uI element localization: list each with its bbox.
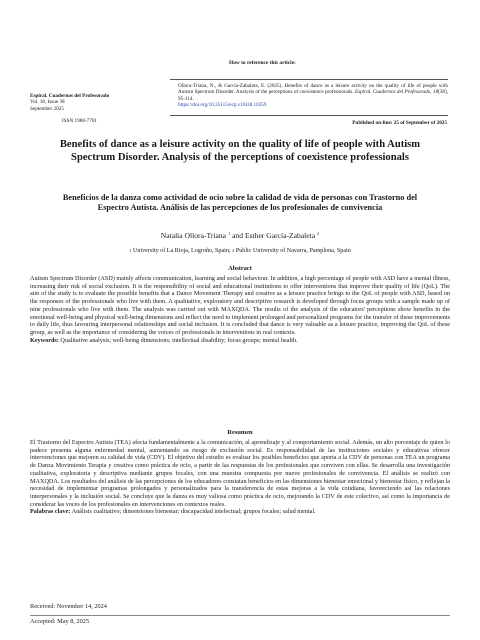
resumen-body: El Trastorno del Espectro Autista (TEA) afecta fundamentalmente a la comunicación, al aprendizaje y al comportamiento social. Además, un alto porcentaje de quien lo padece presenta alguna enfermedad mental, aumentando su riesgo de exclusión social. Es responsabilidad de las instituciones sociales y educativas ofrecer intervenciones que mejoren su calidad de vida (CDV). El objetivo del estudio es evaluar los posibles beneficios que aporta a la CDV de personas con TEA un programa de Danza Movimiento Terapia y creativa como práctica de ocio, a partir de las respuestas de los profesionales que conviven con ellas. Se desarrolla una investigación cualitativa, exploratoria y descriptiva mediante grupos focales, con una muestra compuesta por nueve profesionales de convivencia. El análisis se realizó con MAXQDA. Los resultados del análisis de las percepciones de los educadores constatan beneficios en las dimensiones bienestar emocional y bienestar físico, y reflejan la necesidad de implementar programas prolongados y personalizados para la transferencia de estas mejoras a la vida cotidiana, favoreciendo así las relaciones interpersonales y la inclusión social. Se concluye que la danza es muy valiosa como práctica de ocio, mejorando la CDV de este colectivo, así como la importancia de considerar las voces de los profesionales en intervenciones en contextos reales. [30,439,450,508]
citation-text [178,83,448,102]
citation-box [170,79,448,116]
affiliation-2: Public University of Navarra, Pamplona, Spain [235,248,351,254]
dates-divider [30,615,450,616]
abstract-body: Autism Spectrum Disorder (ASD) mainly affects communication, learning and social behaviour. In addition, a high percentage of people with ASD have a mental illness, increasing their risk of social exclusion. It is the responsibility of social and educational institutions to offer interventions that improve their quality of life (QoL). The aim of the study is to evaluate the possible benefits that a Dance Movement Therapy and creative as a leisure practice brings to the QoL of people with ASD, based on the responses of the professionals who live with them. A qualitative, exploratory and descriptive research is developed through focus groups with a sample made up of nine professionals who live with them. The analysis was carried out with MAXQDA. The results of the analysis of the educators' perceptions show benefits in the emotional well-being and physical well-being dimensions and reflect the need to implement prolonged and personalized programs for the transfer of these improvements to daily life, thus favouring interpersonal relationships and social inclusion. It is concluded that dance is very valuable as a leisure practice, improving the QoL of these group, as well as the importance of considering the voices of professionals in interventions in real contexts. [30,275,450,336]
citation-plain: Ollora-Triana, N., & García-Zabaleta, E. (2025). Benefits of dance as a leisure activity on the quality of life of people with Autism Spectrum Disorder. Analysis of the perceptions of coexistence professionals. [178,83,448,96]
received-date: Received: November 14, 2024 [30,603,107,610]
journal-info [30,93,150,112]
affiliation-1: University of La Rioja, Logroño, Spain; [132,248,231,254]
citation-volume: 18 [432,89,439,96]
abstract-section [30,275,450,344]
article-title-english: Benefits of dance as a leisure activity on the quality of life of people with Autism Spectrum Disorder. Analysis of the perceptions of coexistence professionals [59,139,421,164]
citation-issue-pages: (38), 95-114. [178,89,449,102]
author-1-affiliation-mark: 1 [227,231,231,236]
palabras-clave-label: Palabras clave: [30,508,71,516]
abstract-keywords [30,337,450,345]
journal-date: September 2025 [30,105,64,112]
affiliations-line [30,248,450,254]
authors-connector: and [232,231,244,240]
journal-issn: ISSN 1988-7701 [62,118,98,124]
affiliation-2-mark: 2 [232,248,235,253]
journal-name: Espiral. Cuadernos del Profesorado [30,93,110,99]
accepted-date: Accepted: May 8, 2025 [30,618,90,625]
authors-line [40,231,440,240]
abstract-heading: Abstract [228,265,252,272]
keywords-text: Qualitative analysis; well-being dimensions; intellectual disability; focus groups; mental health. [60,336,298,344]
resumen-keywords [30,508,450,516]
journal-volume-issue: Vol. 18, Issue 38 [30,99,65,106]
resumen-heading: Resumen [227,429,253,436]
published-online: Published on-line: 25 of September of 2025 [352,120,447,126]
palabras-clave-text: Análisis cualitativo; dimensiones bienestar; discapacidad intelectual; grupos focales; salud mental. [71,508,316,516]
author-2: Esther García-Zabaleta [244,231,316,240]
affiliation-1-mark: 1 [129,248,132,253]
keywords-label: Keywords: [30,336,59,344]
citation-journal: Espiral. Cuadernos del Profesorado, [354,89,432,96]
author-2-affiliation-mark: 2 [317,231,320,236]
citation-header-title: How to reference this article: [229,60,296,66]
author-1: Natalia Ollora-Triana [160,231,227,240]
article-title-spanish: Beneficios de la danza como actividad de ocio sobre la calidad de vida de personas con Trastorno del Espectro Autista. Análisis de las percepciones de los profesionales de convivencia [62,193,418,213]
resumen-section [30,439,450,516]
doi-link[interactable]: https://doi.org/10.25115/ecp.v18i38.10259 [178,102,267,109]
